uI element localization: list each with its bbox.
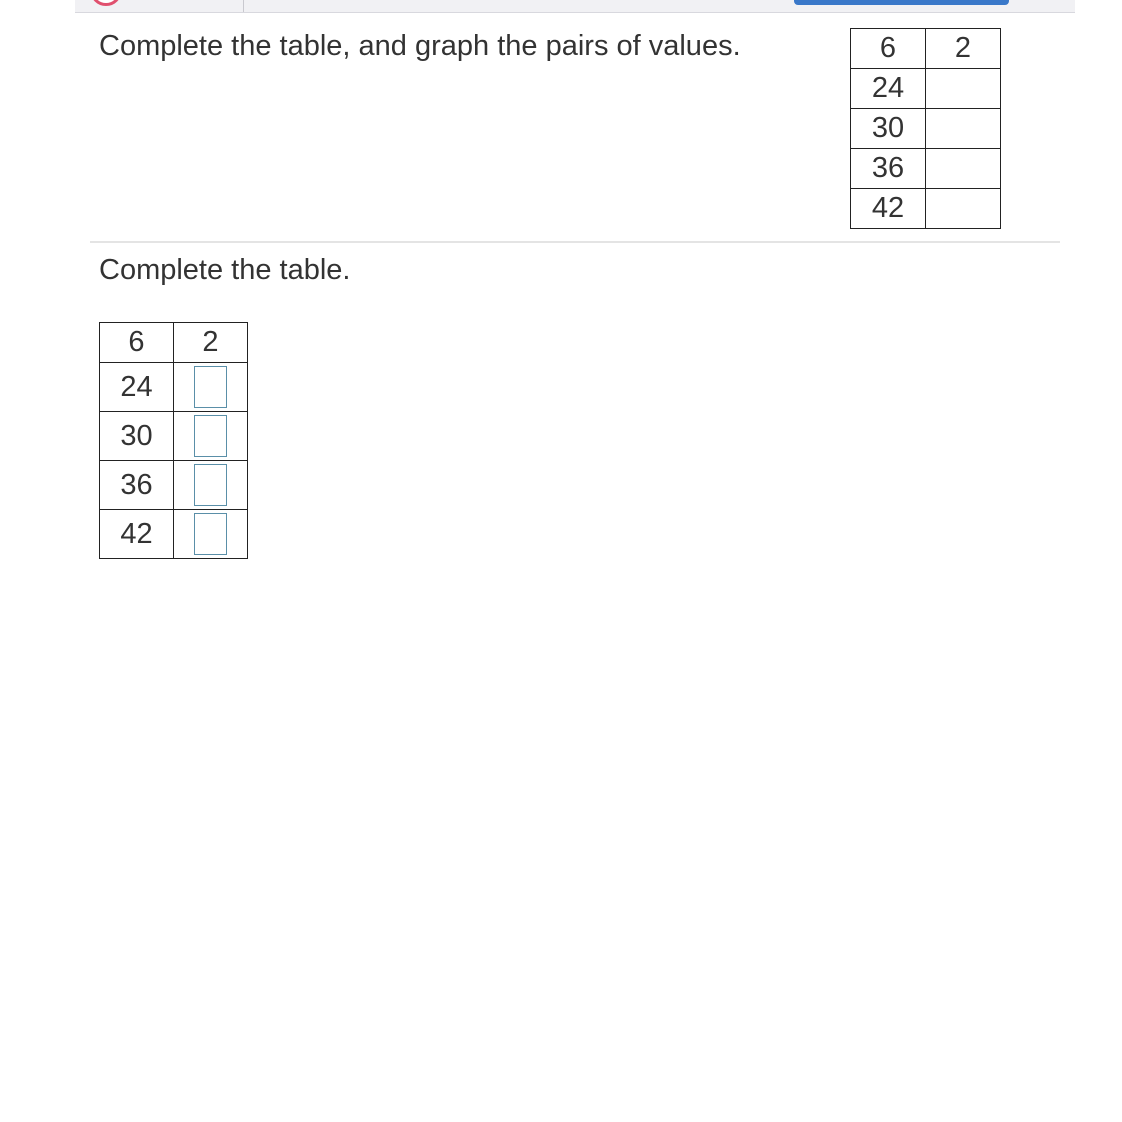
answer-input-24[interactable] — [194, 366, 227, 408]
table-header-row — [851, 29, 1001, 69]
table-row — [100, 412, 248, 461]
answer-cell — [174, 412, 248, 461]
table-row — [100, 363, 248, 412]
answer-cell — [174, 461, 248, 510]
x-cell: 24 — [100, 363, 174, 412]
top-toolbar — [75, 0, 1075, 13]
section-divider — [90, 241, 1060, 243]
table-row — [851, 149, 1001, 189]
header-cell: 2 — [174, 323, 248, 363]
table-header-row — [100, 323, 248, 363]
x-cell: 30 — [100, 412, 174, 461]
x-cell: 36 — [851, 149, 926, 189]
table-row — [100, 510, 248, 559]
action-button[interactable] — [794, 0, 1009, 5]
table-row — [100, 461, 248, 510]
question-instruction: Complete the table, and graph the pairs of values. — [99, 30, 741, 62]
toolbar-divider — [243, 0, 244, 12]
answer-prompt: Complete the table. — [99, 254, 351, 286]
header-cell: 6 — [100, 323, 174, 363]
answer-input-36[interactable] — [194, 464, 227, 506]
answer-input-42[interactable] — [194, 513, 227, 555]
answer-cell — [174, 363, 248, 412]
x-cell: 24 — [851, 69, 926, 109]
y-cell — [926, 149, 1001, 189]
x-cell: 42 — [100, 510, 174, 559]
reference-table — [850, 28, 1001, 229]
y-cell — [926, 69, 1001, 109]
help-icon[interactable] — [90, 0, 122, 6]
table-row — [851, 69, 1001, 109]
x-cell: 36 — [100, 461, 174, 510]
header-cell: 2 — [926, 29, 1001, 69]
table-row — [851, 189, 1001, 229]
x-cell: 42 — [851, 189, 926, 229]
answer-input-30[interactable] — [194, 415, 227, 457]
header-cell: 6 — [851, 29, 926, 69]
y-cell — [926, 189, 1001, 229]
answer-cell — [174, 510, 248, 559]
table-row — [851, 109, 1001, 149]
x-cell: 30 — [851, 109, 926, 149]
answer-table — [99, 322, 248, 559]
y-cell — [926, 109, 1001, 149]
